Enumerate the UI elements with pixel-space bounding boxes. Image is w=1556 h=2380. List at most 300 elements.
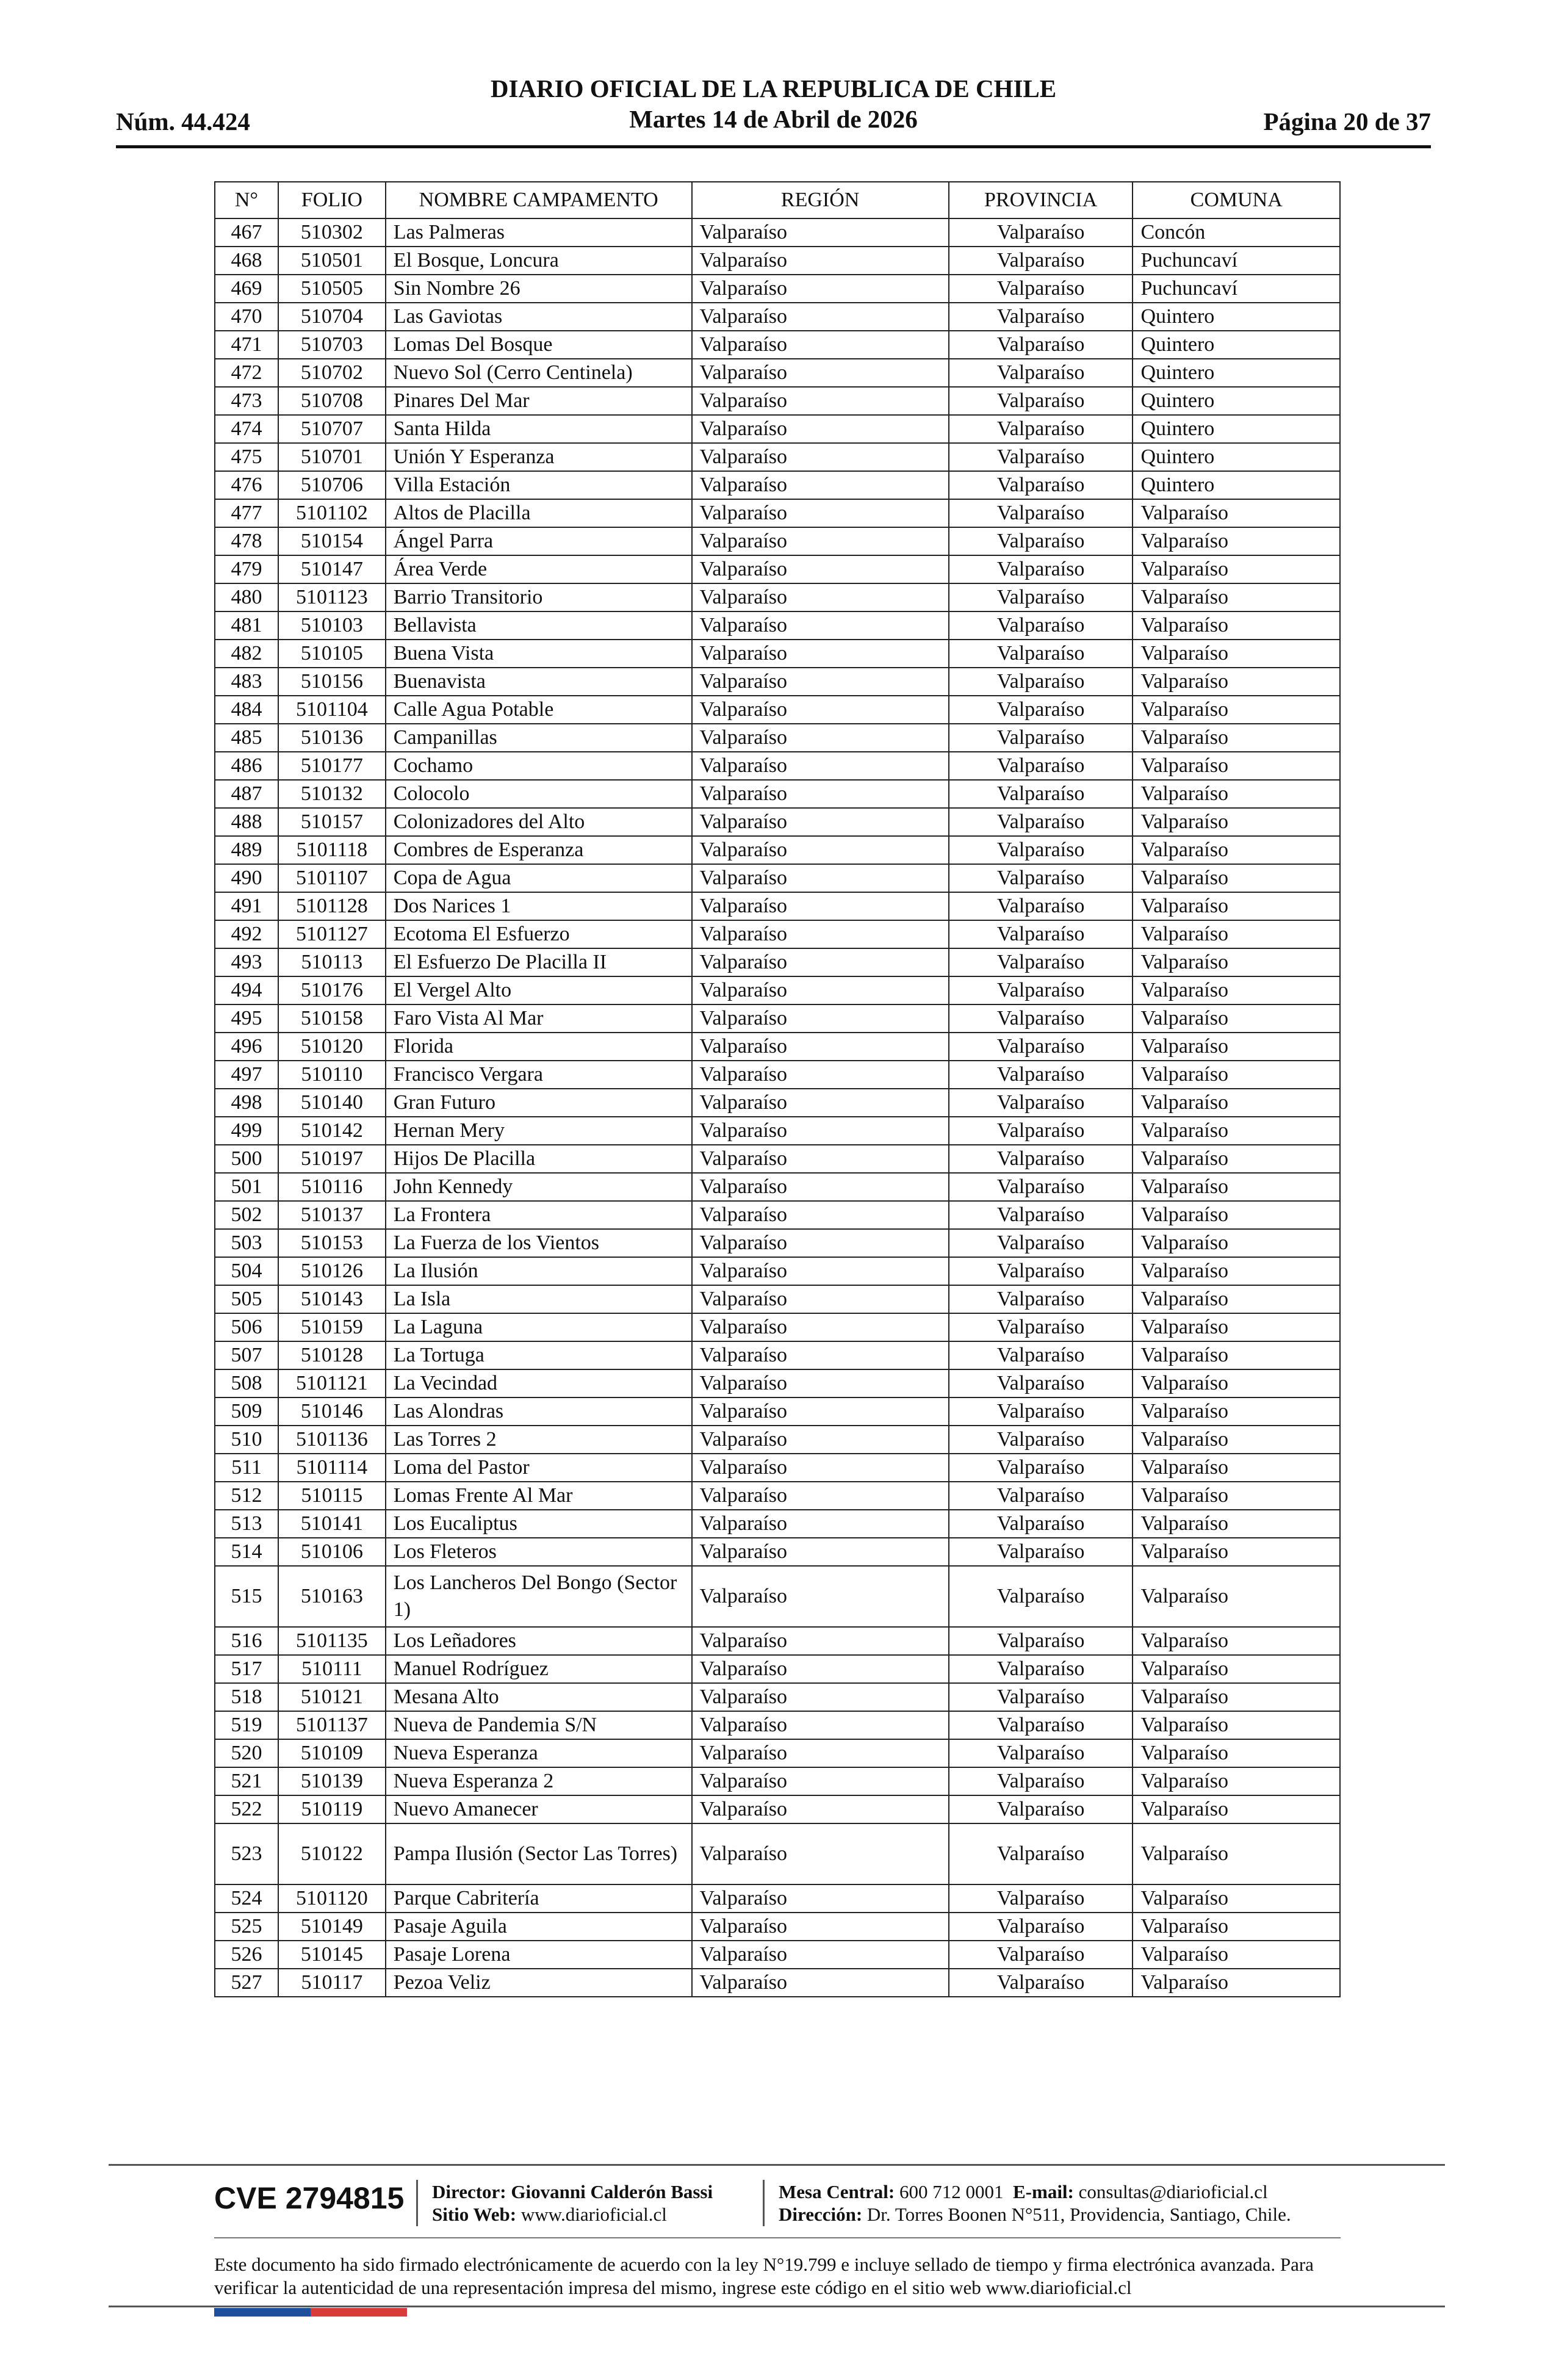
cell-region: Valparaíso	[692, 864, 949, 892]
table-row	[215, 1229, 1340, 1257]
cell-folio: 510505	[278, 275, 386, 303]
cell-province: Valparaíso	[949, 611, 1133, 640]
cell-folio: 510106	[278, 1538, 386, 1566]
cell-number: 524	[215, 1884, 278, 1913]
cell-number: 510	[215, 1426, 278, 1454]
cell-number: 479	[215, 555, 278, 583]
cell-region: Valparaíso	[692, 1426, 949, 1454]
cell-province: Valparaíso	[949, 1913, 1133, 1941]
cell-region: Valparaíso	[692, 948, 949, 976]
cell-name: Copa de Agua	[386, 864, 692, 892]
cell-province: Valparaíso	[949, 724, 1133, 752]
cell-name: Cochamo	[386, 752, 692, 780]
table-row	[215, 331, 1340, 359]
cell-folio: 510109	[278, 1739, 386, 1767]
cell-region: Valparaíso	[692, 780, 949, 808]
cell-province: Valparaíso	[949, 1683, 1133, 1711]
table-row	[215, 303, 1340, 331]
cell-number: 499	[215, 1117, 278, 1145]
cell-number: 475	[215, 443, 278, 471]
table-header-row	[215, 182, 1340, 218]
cell-name: Las Torres 2	[386, 1426, 692, 1454]
phone-label: Mesa Central:	[779, 2181, 895, 2202]
cell-folio: 510110	[278, 1061, 386, 1089]
cell-folio: 5101128	[278, 892, 386, 920]
table-row	[215, 1683, 1340, 1711]
table-row	[215, 359, 1340, 387]
cell-number: 480	[215, 583, 278, 611]
footer-divider	[214, 2237, 1341, 2238]
cell-folio: 5101137	[278, 1711, 386, 1739]
column-header-province: PROVINCIA	[949, 182, 1133, 218]
cell-name: La Vecindad	[386, 1369, 692, 1397]
cell-number: 512	[215, 1482, 278, 1510]
cell-number: 476	[215, 471, 278, 499]
phone-value: 600 712 0001	[899, 2181, 1004, 2202]
cell-commune: Valparaíso	[1133, 1201, 1340, 1229]
cell-folio: 5101136	[278, 1426, 386, 1454]
cell-number: 505	[215, 1285, 278, 1313]
cell-folio: 510146	[278, 1397, 386, 1426]
cell-commune: Valparaíso	[1133, 1454, 1340, 1482]
cell-province: Valparaíso	[949, 640, 1133, 668]
cell-folio: 510143	[278, 1285, 386, 1313]
cell-folio: 510140	[278, 1089, 386, 1117]
cell-region: Valparaíso	[692, 1341, 949, 1369]
cell-province: Valparaíso	[949, 752, 1133, 780]
table-row	[215, 1795, 1340, 1823]
director-label: Director:	[432, 2181, 506, 2202]
table-row	[215, 1739, 1340, 1767]
cell-commune: Valparaíso	[1133, 1683, 1340, 1711]
cell-name: La Isla	[386, 1285, 692, 1313]
cell-province: Valparaíso	[949, 1369, 1133, 1397]
cell-region: Valparaíso	[692, 387, 949, 415]
publication-date: Martes 14 de Abril de 2026	[629, 105, 918, 133]
cell-province: Valparaíso	[949, 1454, 1133, 1482]
cell-commune: Valparaíso	[1133, 1538, 1340, 1566]
table-row	[215, 1004, 1340, 1033]
cell-region: Valparaíso	[692, 1313, 949, 1341]
cell-commune: Valparaíso	[1133, 527, 1340, 555]
table-row	[215, 415, 1340, 443]
email-label: E-mail:	[1013, 2181, 1074, 2202]
cve-code: CVE 2794815	[214, 2181, 405, 2215]
cell-region: Valparaíso	[692, 1173, 949, 1201]
cell-folio: 510103	[278, 611, 386, 640]
cell-province: Valparaíso	[949, 303, 1133, 331]
cell-number: 469	[215, 275, 278, 303]
cell-commune: Valparaíso	[1133, 555, 1340, 583]
cell-number: 493	[215, 948, 278, 976]
cell-province: Valparaíso	[949, 1033, 1133, 1061]
cell-number: 468	[215, 247, 278, 275]
cell-province: Valparaíso	[949, 1739, 1133, 1767]
cell-commune: Valparaíso	[1133, 1627, 1340, 1655]
cell-number: 500	[215, 1145, 278, 1173]
cell-province: Valparaíso	[949, 415, 1133, 443]
table-row	[215, 1426, 1340, 1454]
cell-name: Pasaje Aguila	[386, 1913, 692, 1941]
cell-commune: Valparaíso	[1133, 1004, 1340, 1033]
cell-province: Valparaíso	[949, 696, 1133, 724]
cell-number: 523	[215, 1823, 278, 1884]
cell-number: 482	[215, 640, 278, 668]
cell-region: Valparaíso	[692, 527, 949, 555]
cell-folio: 510702	[278, 359, 386, 387]
cell-number: 501	[215, 1173, 278, 1201]
cell-folio: 510158	[278, 1004, 386, 1033]
cell-commune: Concón	[1133, 218, 1340, 247]
cell-province: Valparaíso	[949, 1884, 1133, 1913]
table-row	[215, 1884, 1340, 1913]
cell-province: Valparaíso	[949, 808, 1133, 836]
cell-region: Valparaíso	[692, 499, 949, 527]
cell-commune: Valparaíso	[1133, 1117, 1340, 1145]
cell-name: Las Gaviotas	[386, 303, 692, 331]
table-body	[215, 218, 1340, 1997]
cell-region: Valparaíso	[692, 752, 949, 780]
email-link[interactable]: consultas@diarioficial.cl	[1078, 2181, 1268, 2202]
cell-number: 473	[215, 387, 278, 415]
cell-province: Valparaíso	[949, 1969, 1133, 1997]
table-row	[215, 836, 1340, 864]
cell-number: 474	[215, 415, 278, 443]
cell-folio: 510132	[278, 780, 386, 808]
cell-folio: 510115	[278, 1482, 386, 1510]
cell-name: El Bosque, Loncura	[386, 247, 692, 275]
cell-commune: Valparaíso	[1133, 836, 1340, 864]
cell-region: Valparaíso	[692, 920, 949, 948]
cell-number: 526	[215, 1941, 278, 1969]
table-row	[215, 1117, 1340, 1145]
cell-folio: 510154	[278, 527, 386, 555]
cell-commune: Quintero	[1133, 443, 1340, 471]
cell-region: Valparaíso	[692, 331, 949, 359]
cell-folio: 5101118	[278, 836, 386, 864]
cell-name: La Ilusión	[386, 1257, 692, 1285]
table-row	[215, 555, 1340, 583]
publication-title: DIARIO OFICIAL DE LA REPUBLICA DE CHILE	[490, 74, 1057, 103]
cell-province: Valparaíso	[949, 976, 1133, 1004]
table-row	[215, 1313, 1340, 1341]
cell-commune: Valparaíso	[1133, 1285, 1340, 1313]
issue-number: Núm. 44.424	[116, 107, 250, 135]
address-value: Dr. Torres Boonen N°511, Providencia, Santiago, Chile.	[866, 2204, 1291, 2225]
cell-name: Mesana Alto	[386, 1683, 692, 1711]
cell-commune: Valparaíso	[1133, 668, 1340, 696]
cell-commune: Valparaíso	[1133, 1313, 1340, 1341]
table-row	[215, 976, 1340, 1004]
page-header	[116, 73, 1431, 148]
cell-name: Combres de Esperanza	[386, 836, 692, 864]
cell-folio: 510706	[278, 471, 386, 499]
cell-name: Nueva Esperanza	[386, 1739, 692, 1767]
cell-province: Valparaíso	[949, 892, 1133, 920]
table-row	[215, 1482, 1340, 1510]
cell-name: Las Palmeras	[386, 218, 692, 247]
cell-province: Valparaíso	[949, 1004, 1133, 1033]
cell-region: Valparaíso	[692, 1117, 949, 1145]
cell-province: Valparaíso	[949, 948, 1133, 976]
cell-region: Valparaíso	[692, 218, 949, 247]
cell-commune: Valparaíso	[1133, 611, 1340, 640]
table-row	[215, 1655, 1340, 1683]
cell-name: Manuel Rodríguez	[386, 1655, 692, 1683]
cell-number: 471	[215, 331, 278, 359]
footer-separator	[416, 2180, 418, 2226]
cell-commune: Valparaíso	[1133, 1913, 1340, 1941]
cell-folio: 510159	[278, 1313, 386, 1341]
cell-name: La Frontera	[386, 1201, 692, 1229]
cell-number: 508	[215, 1369, 278, 1397]
cell-number: 511	[215, 1454, 278, 1482]
cell-province: Valparaíso	[949, 443, 1133, 471]
cell-folio: 5101135	[278, 1627, 386, 1655]
cell-region: Valparaíso	[692, 1454, 949, 1482]
director-name: Giovanni Calderón Bassi	[511, 2181, 713, 2202]
cell-number: 470	[215, 303, 278, 331]
cell-folio: 510147	[278, 555, 386, 583]
cell-number: 481	[215, 611, 278, 640]
footer-bottom-rule	[109, 2306, 1445, 2307]
column-header-name: NOMBRE CAMPAMENTO	[386, 182, 692, 218]
cell-number: 494	[215, 976, 278, 1004]
cell-region: Valparaíso	[692, 668, 949, 696]
cell-region: Valparaíso	[692, 1510, 949, 1538]
cell-commune: Valparaíso	[1133, 752, 1340, 780]
cell-number: 487	[215, 780, 278, 808]
cell-folio: 510176	[278, 976, 386, 1004]
column-header-commune: COMUNA	[1133, 182, 1340, 218]
cell-region: Valparaíso	[692, 555, 949, 583]
cell-commune: Valparaíso	[1133, 976, 1340, 1004]
table-row	[215, 387, 1340, 415]
table-row	[215, 892, 1340, 920]
cell-province: Valparaíso	[949, 1767, 1133, 1795]
cell-province: Valparaíso	[949, 1341, 1133, 1369]
cell-province: Valparaíso	[949, 1482, 1133, 1510]
cell-province: Valparaíso	[949, 1711, 1133, 1739]
cell-province: Valparaíso	[949, 1201, 1133, 1229]
table-row	[215, 668, 1340, 696]
cell-region: Valparaíso	[692, 1683, 949, 1711]
cell-name: Área Verde	[386, 555, 692, 583]
cell-name: Pasaje Lorena	[386, 1941, 692, 1969]
cell-name: El Vergel Alto	[386, 976, 692, 1004]
cell-number: 486	[215, 752, 278, 780]
cell-name: Campanillas	[386, 724, 692, 752]
cell-number: 507	[215, 1341, 278, 1369]
cell-region: Valparaíso	[692, 1257, 949, 1285]
cell-name: Los Leñadores	[386, 1627, 692, 1655]
cell-folio: 510501	[278, 247, 386, 275]
cell-province: Valparaíso	[949, 1229, 1133, 1257]
cell-province: Valparaíso	[949, 359, 1133, 387]
flag-blue-bar	[214, 2308, 311, 2317]
cell-region: Valparaíso	[692, 1061, 949, 1089]
table-row	[215, 471, 1340, 499]
cell-name: Dos Narices 1	[386, 892, 692, 920]
cell-folio: 5101107	[278, 864, 386, 892]
cell-commune: Valparaíso	[1133, 1482, 1340, 1510]
cell-region: Valparaíso	[692, 892, 949, 920]
cell-province: Valparaíso	[949, 1257, 1133, 1285]
cell-region: Valparaíso	[692, 1627, 949, 1655]
table-row	[215, 752, 1340, 780]
cell-province: Valparaíso	[949, 499, 1133, 527]
cell-commune: Valparaíso	[1133, 1884, 1340, 1913]
cell-region: Valparaíso	[692, 1969, 949, 1997]
cell-region: Valparaíso	[692, 415, 949, 443]
cell-name: Villa Estación	[386, 471, 692, 499]
cell-province: Valparaíso	[949, 1655, 1133, 1683]
cell-province: Valparaíso	[949, 1313, 1133, 1341]
cell-province: Valparaíso	[949, 555, 1133, 583]
cell-province: Valparaíso	[949, 1795, 1133, 1823]
cell-region: Valparaíso	[692, 1033, 949, 1061]
cell-folio: 510156	[278, 668, 386, 696]
cell-region: Valparaíso	[692, 1482, 949, 1510]
cell-name: Altos de Placilla	[386, 499, 692, 527]
cell-number: 519	[215, 1711, 278, 1739]
cell-name: Unión Y Esperanza	[386, 443, 692, 471]
cell-province: Valparaíso	[949, 668, 1133, 696]
cell-name: Colocolo	[386, 780, 692, 808]
table-row	[215, 1285, 1340, 1313]
cell-commune: Valparaíso	[1133, 1795, 1340, 1823]
column-header-region: REGIÓN	[692, 182, 949, 218]
site-link[interactable]: www.diarioficial.cl	[520, 2204, 667, 2225]
cell-region: Valparaíso	[692, 1285, 949, 1313]
cell-commune: Valparaíso	[1133, 1711, 1340, 1739]
table-row	[215, 611, 1340, 640]
cell-folio: 510126	[278, 1257, 386, 1285]
cell-number: 503	[215, 1229, 278, 1257]
cell-name: Loma del Pastor	[386, 1454, 692, 1482]
cell-name: Pampa Ilusión (Sector Las Torres)	[386, 1823, 692, 1884]
cell-province: Valparaíso	[949, 1627, 1133, 1655]
cell-commune: Valparaíso	[1133, 724, 1340, 752]
cell-commune: Quintero	[1133, 359, 1340, 387]
cell-region: Valparaíso	[692, 836, 949, 864]
table-row	[215, 1089, 1340, 1117]
cell-name: Buenavista	[386, 668, 692, 696]
cell-province: Valparaíso	[949, 218, 1133, 247]
table-row	[215, 948, 1340, 976]
cell-region: Valparaíso	[692, 976, 949, 1004]
cell-name: Parque Cabritería	[386, 1884, 692, 1913]
footer-separator	[763, 2180, 765, 2226]
cell-folio: 510116	[278, 1173, 386, 1201]
cell-commune: Valparaíso	[1133, 1341, 1340, 1369]
cell-folio: 5101120	[278, 1884, 386, 1913]
cell-folio: 5101127	[278, 920, 386, 948]
cell-province: Valparaíso	[949, 1510, 1133, 1538]
cell-folio: 510142	[278, 1117, 386, 1145]
cell-commune: Valparaíso	[1133, 948, 1340, 976]
cell-region: Valparaíso	[692, 1089, 949, 1117]
cell-folio: 5101114	[278, 1454, 386, 1482]
cell-province: Valparaíso	[949, 1566, 1133, 1627]
cell-number: 502	[215, 1201, 278, 1229]
cell-number: 496	[215, 1033, 278, 1061]
campamentos-table	[214, 181, 1341, 1997]
column-header-number: N°	[215, 182, 278, 218]
cell-folio: 510111	[278, 1655, 386, 1683]
cell-name: Nueva de Pandemia S/N	[386, 1711, 692, 1739]
cell-number: 489	[215, 836, 278, 864]
cell-number: 516	[215, 1627, 278, 1655]
cell-commune: Valparaíso	[1133, 1823, 1340, 1884]
cell-folio: 510137	[278, 1201, 386, 1229]
cell-commune: Valparaíso	[1133, 1229, 1340, 1257]
cell-number: 521	[215, 1767, 278, 1795]
cell-folio: 5101104	[278, 696, 386, 724]
table-row	[215, 1538, 1340, 1566]
table-row	[215, 696, 1340, 724]
cell-commune: Valparaíso	[1133, 1739, 1340, 1767]
table-row	[215, 1257, 1340, 1285]
cell-number: 515	[215, 1566, 278, 1627]
cell-folio: 510177	[278, 752, 386, 780]
cell-province: Valparaíso	[949, 1061, 1133, 1089]
cell-number: 498	[215, 1089, 278, 1117]
cell-commune: Valparaíso	[1133, 1767, 1340, 1795]
table-row	[215, 864, 1340, 892]
cell-region: Valparaíso	[692, 1004, 949, 1033]
cell-region: Valparaíso	[692, 724, 949, 752]
cell-province: Valparaíso	[949, 275, 1133, 303]
cell-name: Las Alondras	[386, 1397, 692, 1426]
cell-number: 491	[215, 892, 278, 920]
cell-name: La Fuerza de los Vientos	[386, 1229, 692, 1257]
cell-province: Valparaíso	[949, 1823, 1133, 1884]
cell-province: Valparaíso	[949, 1173, 1133, 1201]
cell-folio: 510105	[278, 640, 386, 668]
page-number: Página 20 de 37	[1263, 107, 1431, 135]
cell-commune: Valparaíso	[1133, 640, 1340, 668]
column-header-folio: FOLIO	[278, 182, 386, 218]
cell-commune: Valparaíso	[1133, 1033, 1340, 1061]
cell-name: Lomas Frente Al Mar	[386, 1482, 692, 1510]
cell-province: Valparaíso	[949, 1117, 1133, 1145]
cell-region: Valparaíso	[692, 1201, 949, 1229]
cell-region: Valparaíso	[692, 359, 949, 387]
cell-number: 483	[215, 668, 278, 696]
cell-number: 506	[215, 1313, 278, 1341]
cell-commune: Quintero	[1133, 415, 1340, 443]
cell-commune: Valparaíso	[1133, 1655, 1340, 1683]
cell-region: Valparaíso	[692, 808, 949, 836]
table-row	[215, 724, 1340, 752]
cell-region: Valparaíso	[692, 1397, 949, 1426]
table-row	[215, 920, 1340, 948]
cell-name: Nueva Esperanza 2	[386, 1767, 692, 1795]
cell-name: Lomas Del Bosque	[386, 331, 692, 359]
cell-province: Valparaíso	[949, 1089, 1133, 1117]
cell-name: La Tortuga	[386, 1341, 692, 1369]
cell-province: Valparaíso	[949, 780, 1133, 808]
cell-name: Hijos De Placilla	[386, 1145, 692, 1173]
cell-name: Los Eucaliptus	[386, 1510, 692, 1538]
table-row	[215, 1969, 1340, 1997]
table-row	[215, 527, 1340, 555]
table-row	[215, 1341, 1340, 1369]
cell-name: Calle Agua Potable	[386, 696, 692, 724]
cell-folio: 510117	[278, 1969, 386, 1997]
cell-name: Ángel Parra	[386, 527, 692, 555]
